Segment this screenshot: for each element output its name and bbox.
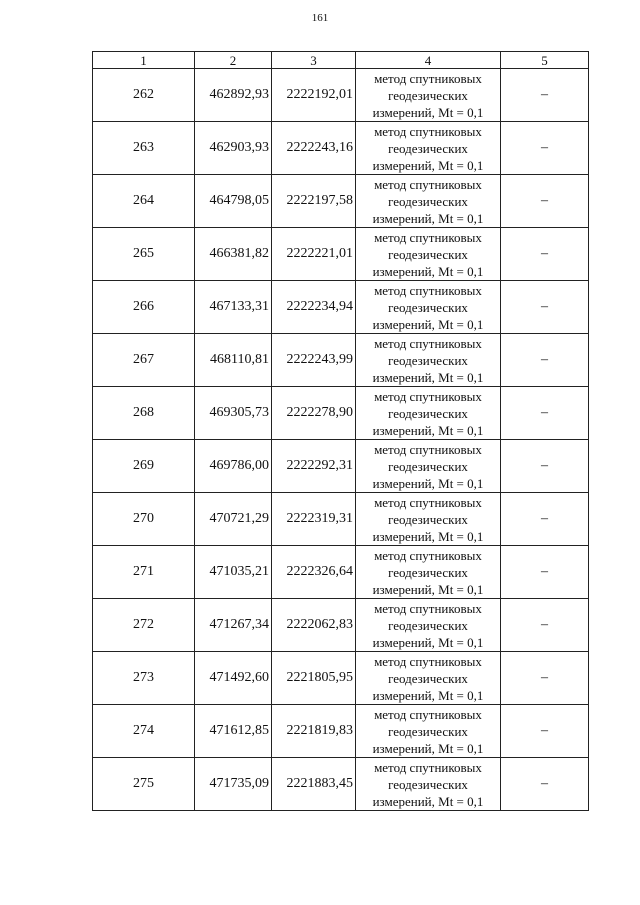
table-row: [93, 493, 589, 546]
method-line: измерений, Mt = 0,1: [372, 157, 484, 173]
method-line: геодезических: [388, 458, 468, 474]
y-coordinate-cell: 2222319,31: [272, 493, 356, 546]
point-number-cell: 272: [93, 599, 195, 652]
method-line: геодезических: [388, 87, 468, 103]
y-coordinate-cell: 2222062,83: [272, 599, 356, 652]
method-line: геодезических: [388, 140, 468, 156]
note-cell: –: [501, 334, 589, 387]
table-row: [93, 758, 589, 811]
x-coordinate-cell: 464798,05: [195, 175, 272, 228]
point-number-cell: 274: [93, 705, 195, 758]
method-line: геодезических: [388, 405, 468, 421]
table-row: [93, 228, 589, 281]
x-coordinate-cell: 468110,81: [195, 334, 272, 387]
method-line: метод спутниковых: [374, 441, 482, 457]
note-cell: –: [501, 69, 589, 122]
note-cell: –: [501, 705, 589, 758]
point-number-cell: 273: [93, 652, 195, 705]
point-number-cell: 270: [93, 493, 195, 546]
method-line: метод спутниковых: [374, 706, 482, 722]
table-row: [93, 122, 589, 175]
y-coordinate-cell: 2222278,90: [272, 387, 356, 440]
method-line: метод спутниковых: [374, 335, 482, 351]
method-cell: [356, 228, 501, 281]
method-line: измерений, Mt = 0,1: [372, 369, 484, 385]
method-line: геодезических: [388, 352, 468, 368]
note-cell: –: [501, 758, 589, 811]
table-row: [93, 546, 589, 599]
method-line: измерений, Mt = 0,1: [372, 263, 484, 279]
method-line: измерений, Mt = 0,1: [372, 475, 484, 491]
column-header-4: 4: [356, 52, 501, 69]
method-cell: [356, 599, 501, 652]
point-number-cell: 266: [93, 281, 195, 334]
y-coordinate-cell: 2221805,95: [272, 652, 356, 705]
x-coordinate-cell: 471267,34: [195, 599, 272, 652]
note-cell: –: [501, 652, 589, 705]
y-coordinate-cell: 2222192,01: [272, 69, 356, 122]
method-line: геодезических: [388, 246, 468, 262]
method-cell: [356, 493, 501, 546]
method-line: метод спутниковых: [374, 547, 482, 563]
method-line: измерений, Mt = 0,1: [372, 104, 484, 120]
note-cell: –: [501, 493, 589, 546]
point-number-cell: 264: [93, 175, 195, 228]
method-line: измерений, Mt = 0,1: [372, 793, 484, 809]
note-cell: –: [501, 122, 589, 175]
point-number-cell: 263: [93, 122, 195, 175]
column-header-5: 5: [501, 52, 589, 69]
point-number-cell: 267: [93, 334, 195, 387]
y-coordinate-cell: 2221819,83: [272, 705, 356, 758]
method-line: метод спутниковых: [374, 229, 482, 245]
method-line: метод спутниковых: [374, 494, 482, 510]
coordinates-table-body: [93, 52, 589, 811]
method-cell: [356, 652, 501, 705]
note-cell: –: [501, 228, 589, 281]
table-row: [93, 175, 589, 228]
x-coordinate-cell: 462903,93: [195, 122, 272, 175]
table-row: [93, 387, 589, 440]
column-header-3: 3: [272, 52, 356, 69]
method-line: геодезических: [388, 299, 468, 315]
method-line: измерений, Mt = 0,1: [372, 634, 484, 650]
page-number: 161: [311, 12, 329, 24]
y-coordinate-cell: 2222243,16: [272, 122, 356, 175]
method-cell: [356, 69, 501, 122]
method-line: геодезических: [388, 776, 468, 792]
method-line: метод спутниковых: [374, 388, 482, 404]
method-line: геодезических: [388, 617, 468, 633]
point-number-cell: 271: [93, 546, 195, 599]
y-coordinate-cell: 2222221,01: [272, 228, 356, 281]
point-number-cell: 262: [93, 69, 195, 122]
point-number-cell: 268: [93, 387, 195, 440]
column-header-1: 1: [93, 52, 195, 69]
y-coordinate-cell: 2222197,58: [272, 175, 356, 228]
x-coordinate-cell: 471735,09: [195, 758, 272, 811]
method-line: геодезических: [388, 723, 468, 739]
method-line: геодезических: [388, 193, 468, 209]
method-line: метод спутниковых: [374, 123, 482, 139]
note-cell: –: [501, 546, 589, 599]
coordinates-table: [92, 51, 589, 811]
method-line: измерений, Mt = 0,1: [372, 687, 484, 703]
method-line: измерений, Mt = 0,1: [372, 581, 484, 597]
note-cell: –: [501, 175, 589, 228]
method-line: метод спутниковых: [374, 70, 482, 86]
method-line: измерений, Mt = 0,1: [372, 316, 484, 332]
x-coordinate-cell: 471492,60: [195, 652, 272, 705]
note-cell: –: [501, 281, 589, 334]
method-line: геодезических: [388, 564, 468, 580]
method-cell: [356, 122, 501, 175]
method-cell: [356, 175, 501, 228]
table-row: [93, 652, 589, 705]
method-line: измерений, Mt = 0,1: [372, 528, 484, 544]
table-row: [93, 440, 589, 493]
x-coordinate-cell: 471612,85: [195, 705, 272, 758]
method-line: измерений, Mt = 0,1: [372, 422, 484, 438]
x-coordinate-cell: 470721,29: [195, 493, 272, 546]
table-row: [93, 281, 589, 334]
method-line: измерений, Mt = 0,1: [372, 740, 484, 756]
y-coordinate-cell: 2222326,64: [272, 546, 356, 599]
y-coordinate-cell: 2222243,99: [272, 334, 356, 387]
note-cell: –: [501, 387, 589, 440]
x-coordinate-cell: 466381,82: [195, 228, 272, 281]
column-header-2: 2: [195, 52, 272, 69]
method-cell: [356, 440, 501, 493]
y-coordinate-cell: 2222292,31: [272, 440, 356, 493]
method-line: метод спутниковых: [374, 600, 482, 616]
note-cell: –: [501, 440, 589, 493]
method-cell: [356, 546, 501, 599]
method-line: метод спутниковых: [374, 282, 482, 298]
note-cell: –: [501, 599, 589, 652]
method-cell: [356, 758, 501, 811]
method-cell: [356, 387, 501, 440]
method-line: метод спутниковых: [374, 176, 482, 192]
point-number-cell: 275: [93, 758, 195, 811]
x-coordinate-cell: 471035,21: [195, 546, 272, 599]
table-header-row: [93, 52, 589, 69]
y-coordinate-cell: 2221883,45: [272, 758, 356, 811]
table-row: [93, 69, 589, 122]
table-row: [93, 599, 589, 652]
method-line: метод спутниковых: [374, 759, 482, 775]
x-coordinate-cell: 469305,73: [195, 387, 272, 440]
method-line: геодезических: [388, 511, 468, 527]
method-line: метод спутниковых: [374, 653, 482, 669]
method-line: измерений, Mt = 0,1: [372, 210, 484, 226]
method-cell: [356, 281, 501, 334]
x-coordinate-cell: 467133,31: [195, 281, 272, 334]
y-coordinate-cell: 2222234,94: [272, 281, 356, 334]
method-cell: [356, 705, 501, 758]
table-row: [93, 334, 589, 387]
point-number-cell: 269: [93, 440, 195, 493]
method-cell: [356, 334, 501, 387]
x-coordinate-cell: 462892,93: [195, 69, 272, 122]
point-number-cell: 265: [93, 228, 195, 281]
x-coordinate-cell: 469786,00: [195, 440, 272, 493]
table-row: [93, 705, 589, 758]
method-line: геодезических: [388, 670, 468, 686]
